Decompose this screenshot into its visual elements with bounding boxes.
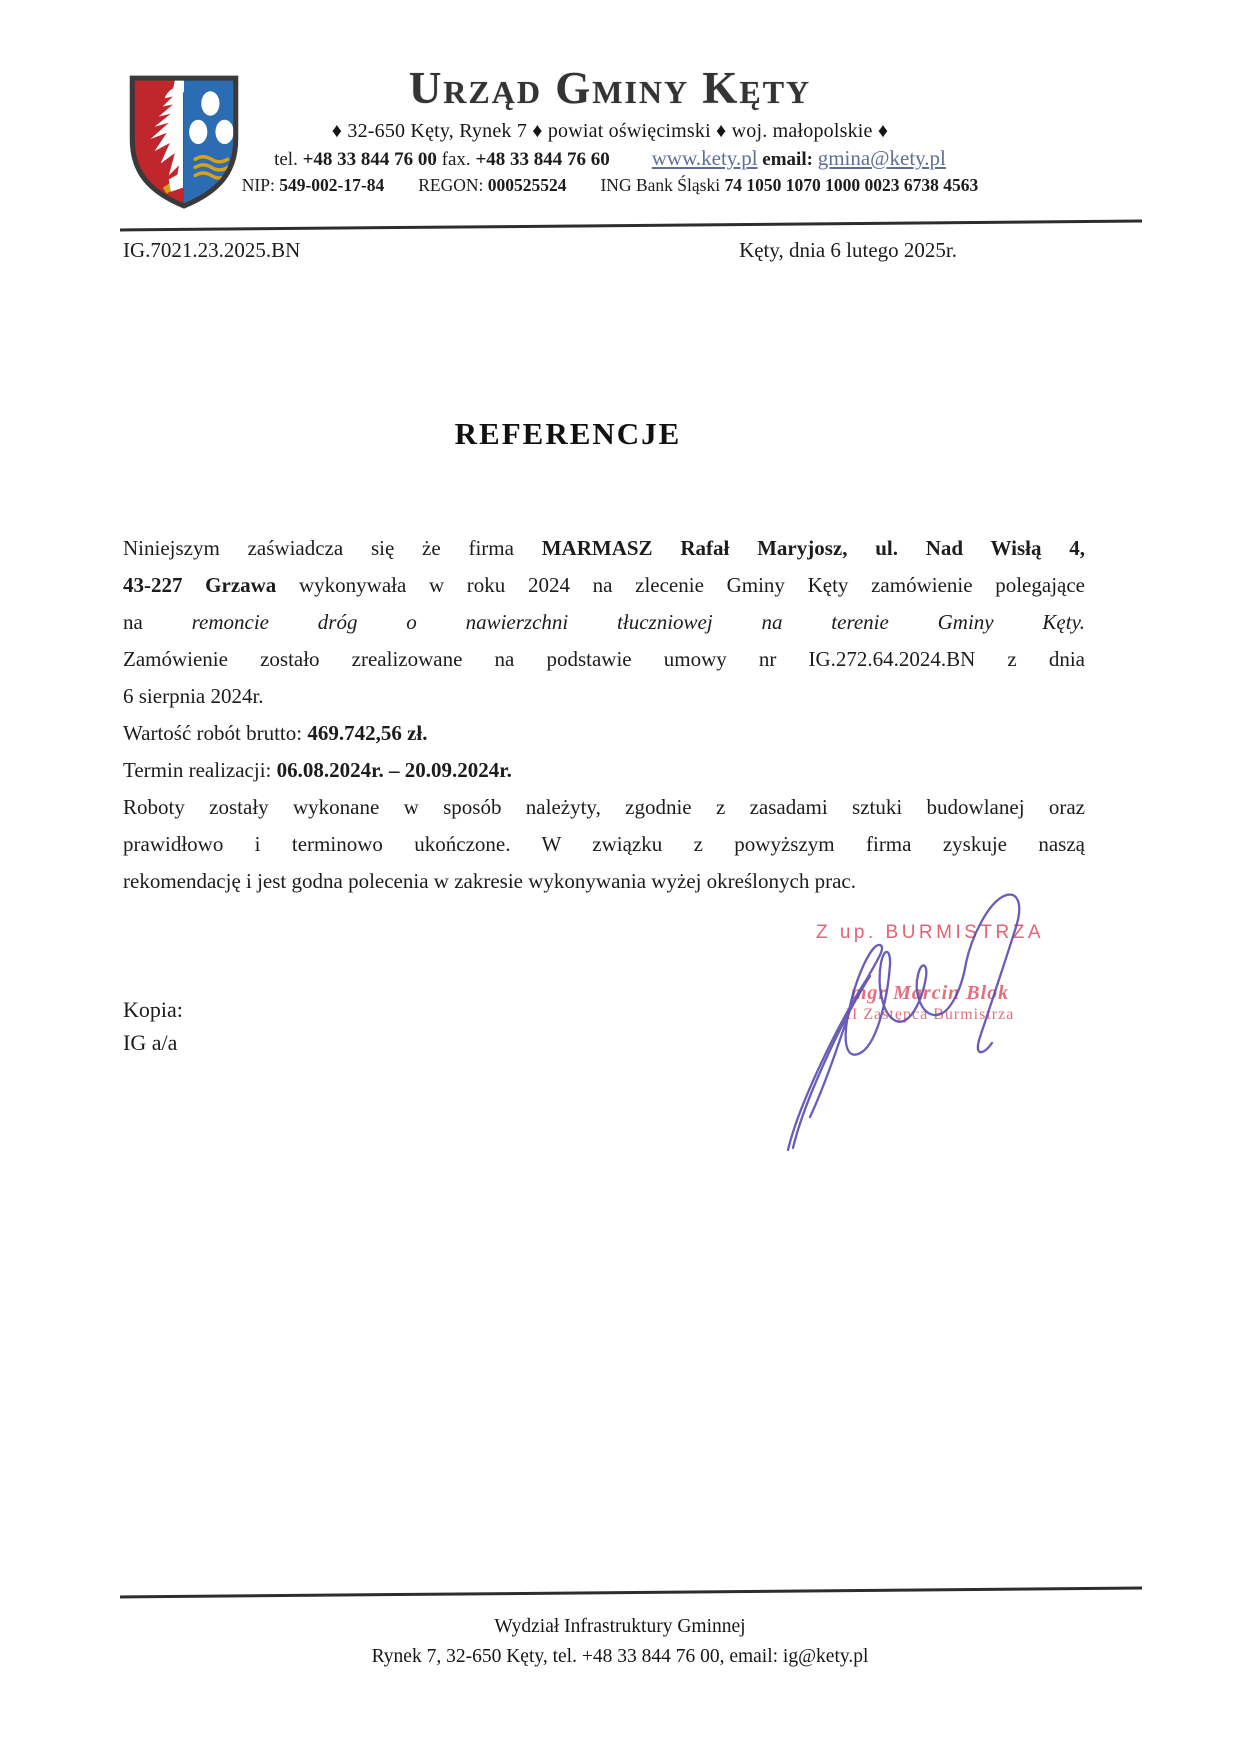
footer-department: Wydział Infrastruktury Gminnej (494, 1616, 746, 1637)
phone-number: +48 33 844 76 00 (302, 149, 437, 170)
email-link[interactable]: gmina@kety.pl (817, 146, 946, 170)
header-divider (120, 220, 1142, 232)
phone-fax: tel. +48 33 844 76 00 fax. +48 33 844 76 60 (274, 149, 610, 170)
org-name: Urząd Gminy Kęty (408, 63, 812, 113)
copy-label: Kopia: (123, 997, 183, 1022)
body-line: na remoncie dróg o nawierzchni tłuczniowej na terenie Gminy Kęty. (123, 610, 1085, 634)
body-line: prawidłowo i terminowo ukończone. W związku z powyższym firma zyskuje naszą (123, 832, 1085, 856)
place-date: Kęty, dnia 6 lutego 2025r. (739, 238, 957, 262)
regon: REGON: 000525524 (418, 175, 567, 195)
stamp-authority-line: Z up. BURMISTRZA (815, 922, 1045, 943)
reference-number: IG.7021.23.2025.BN (123, 238, 301, 262)
deputy-mayor-stamp (775, 922, 1085, 1024)
footer (123, 1612, 1117, 1672)
stamp-name: mgr Marcin Blok (850, 982, 1010, 1004)
fax-number: +48 33 844 76 60 (475, 149, 610, 170)
stamp-title: II Zastępca Burmistrza (845, 1006, 1015, 1023)
footer-divider (120, 1587, 1142, 1599)
body-line: 43-227 Grzawa wykonywała w roku 2024 na zlecenie Gminy Kęty zamówienie polegające (123, 573, 1085, 597)
copy-note (123, 993, 183, 1059)
document-title: REFERENCJE (454, 416, 682, 451)
address-line: ♦ 32-650 Kęty, Rynek 7 ♦ powiat oświęcimski ♦ woj. małopolskie ♦ (331, 120, 889, 142)
letterhead-text (240, 62, 980, 196)
body-line: Zamówienie zostało zrealizowane na podstawie umowy nr IG.272.64.2024.BN z dnia (123, 647, 1085, 671)
body-line: Termin realizacji: 06.08.2024r. – 20.09.2024r. (123, 758, 512, 782)
body-line: rekomendację i jest godna polecenia w zakresie wykonywania wyżej określonych prac. (123, 869, 856, 893)
body-line: Wartość robót brutto: 469.742,56 zł. (123, 721, 428, 745)
body-line: Roboty zostały wykonane w sposób należyty, zgodnie z zasadami sztuki budowlanej oraz (123, 795, 1085, 819)
registry-row (240, 175, 980, 196)
copy-value: IG a/a (123, 1030, 178, 1055)
bank-account: ING Bank Śląski 74 1050 1070 1000 0023 6738 4563 (600, 175, 979, 195)
website-link[interactable]: www.kety.pl (651, 146, 758, 170)
contact-row (240, 146, 980, 171)
kety-coat-of-arms-logo (122, 70, 246, 212)
body-text (123, 530, 1085, 900)
email-label: email: (757, 149, 818, 170)
web-email (652, 146, 946, 171)
nip: NIP: 549-002-17-84 (241, 175, 385, 195)
body-line: 6 sierpnia 2024r. (123, 684, 264, 708)
footer-contact: Rynek 7, 32-650 Kęty, tel. +48 33 844 76 00, email: ig@kety.pl (371, 1646, 869, 1667)
body-line: Niniejszym zaświadcza się że firma MARMASZ Rafał Maryjosz, ul. Nad Wisłą 4, (123, 536, 1085, 560)
